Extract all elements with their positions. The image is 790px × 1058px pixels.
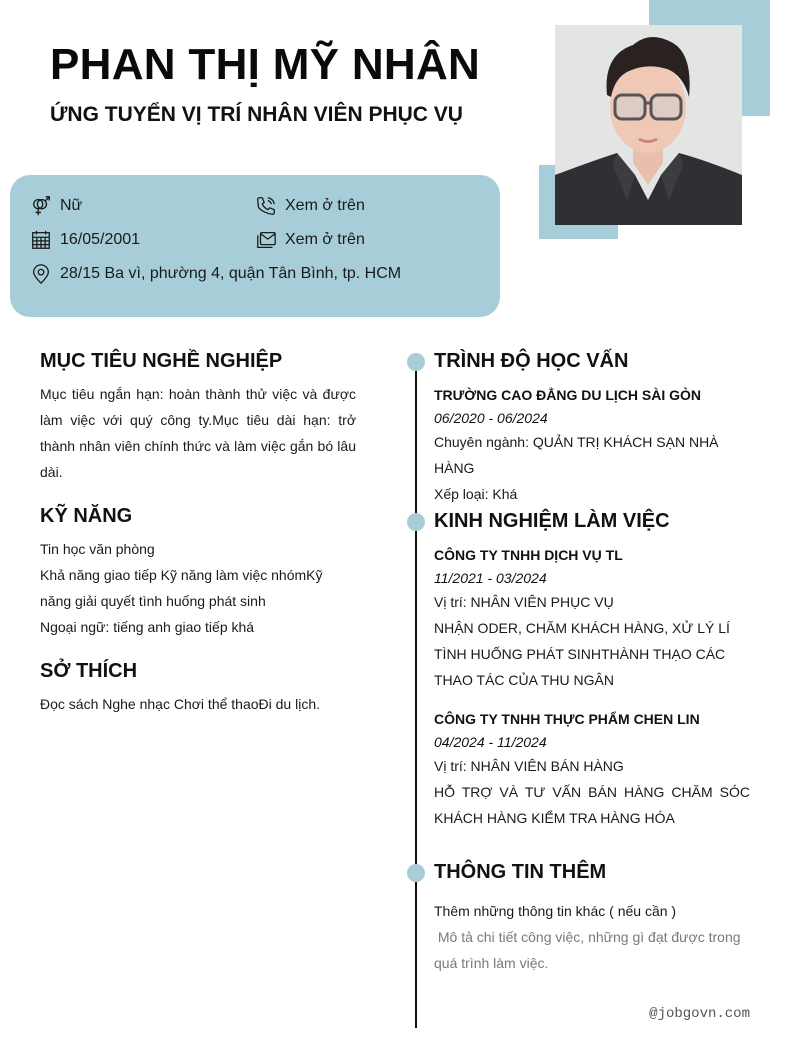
skill-item: Tin học văn phòng	[40, 541, 155, 557]
timeline-dot-experience	[407, 513, 425, 531]
additional-line2: Mô tả chi tiết công việc, những gì đạt được trong quá trình làm việc.	[434, 929, 745, 971]
job-description: NHẬN ODER, CHĂM KHÁCH HÀNG, XỬ LÝ LÍ TÌNH HUỐNG PHÁT SINHTHÀNH THẠO CÁC THAO TÁC CỦA THU NGÂN	[434, 620, 730, 688]
skill-item: Ngoại ngữ: tiếng anh giao tiếp khá	[40, 619, 255, 635]
objective-title: MỤC TIÊU NGHỀ NGHIỆP	[40, 350, 283, 372]
job-position: Vị trí: NHÂN VIÊN BÁN HÀNG	[434, 758, 624, 774]
skill-item: Khả năng giao tiếp Kỹ năng làm việc nhómKỹ năng giải quyết tình huống phát sinh	[40, 567, 323, 609]
school-name: TRƯỜNG CAO ĐẲNG DU LỊCH SÀI GÒN	[434, 387, 701, 403]
education-grade: Xếp loại: Khá	[434, 486, 518, 502]
hobbies-text: Đọc sách Nghe nhạc Chơi thể thaoĐi du lịch.	[40, 696, 320, 712]
experience-title: KINH NGHIỆM LÀM VIỆC	[434, 510, 670, 532]
location-pin-icon	[30, 263, 52, 285]
job-period: 04/2024 - 11/2024	[434, 734, 547, 750]
skills-section	[40, 505, 356, 640]
job-company: CÔNG TY TNHH THỰC PHẨM CHEN LIN	[434, 711, 700, 727]
phone-value: Xem ở trên	[285, 197, 365, 214]
experience-section	[434, 510, 750, 831]
address-value: 28/15 Ba vì, phường 4, quận Tân Bình, tp. HCM	[60, 265, 402, 282]
mail-icon	[255, 229, 277, 251]
contact-info-box	[10, 175, 500, 317]
additional-title: THÔNG TIN THÊM	[434, 861, 607, 883]
hobbies-section	[40, 660, 356, 717]
contact-address	[30, 263, 401, 285]
contact-email	[255, 229, 365, 251]
birthday-value: 16/05/2001	[60, 231, 141, 248]
timeline-dot-education	[407, 353, 425, 371]
timeline-dot-additional	[407, 864, 425, 882]
gender-icon	[30, 195, 52, 217]
profile-photo	[555, 25, 742, 225]
email-value: Xem ở trên	[285, 231, 365, 248]
job-description: HỖ TRỢ VÀ TƯ VẤN BÁN HÀNG CHĂM SÓC KHÁCH HÀNG KIỂM TRA HÀNG HÓA	[434, 784, 750, 826]
position-applied: ỨNG TUYỂN VỊ TRÍ NHÂN VIÊN PHỤC VỤ	[50, 103, 463, 126]
watermark: @jobgovn.com	[649, 1006, 750, 1022]
hobbies-title: SỞ THÍCH	[40, 660, 138, 682]
phone-icon	[255, 195, 277, 217]
additional-line1: Thêm những thông tin khác ( nếu cần )	[434, 903, 677, 919]
education-title: TRÌNH ĐỘ HỌC VẤN	[434, 350, 629, 372]
skills-title: KỸ NĂNG	[40, 505, 133, 527]
contact-phone	[255, 195, 365, 217]
job-position: Vị trí: NHÂN VIÊN PHỤC VỤ	[434, 594, 614, 610]
job-entry	[434, 709, 750, 831]
objective-section	[40, 350, 356, 485]
calendar-icon	[30, 229, 52, 251]
education-major: Chuyên ngành: QUẢN TRỊ KHÁCH SẠN NHÀ HÀNG	[434, 434, 719, 476]
contact-birthday	[30, 229, 140, 251]
left-column	[40, 350, 356, 737]
job-company: CÔNG TY TNHH DỊCH VỤ TL	[434, 547, 623, 563]
objective-text: Mục tiêu ngắn hạn: hoàn thành thử việc và được làm việc với quý công ty.Mục tiêu dài hạn: trở thành nhân viên chính thức và làm việc gắn bó lâu dài.	[40, 386, 356, 480]
gender-value: Nữ	[60, 197, 83, 214]
timeline-line	[415, 362, 417, 1028]
education-period: 06/2020 - 06/2024	[434, 410, 548, 426]
additional-section	[434, 861, 750, 976]
job-entry	[434, 545, 750, 693]
contact-gender	[30, 195, 82, 217]
job-period: 11/2021 - 03/2024	[434, 570, 547, 586]
candidate-name: PHAN THỊ MỸ NHÂN	[50, 40, 481, 89]
education-section	[434, 350, 750, 507]
